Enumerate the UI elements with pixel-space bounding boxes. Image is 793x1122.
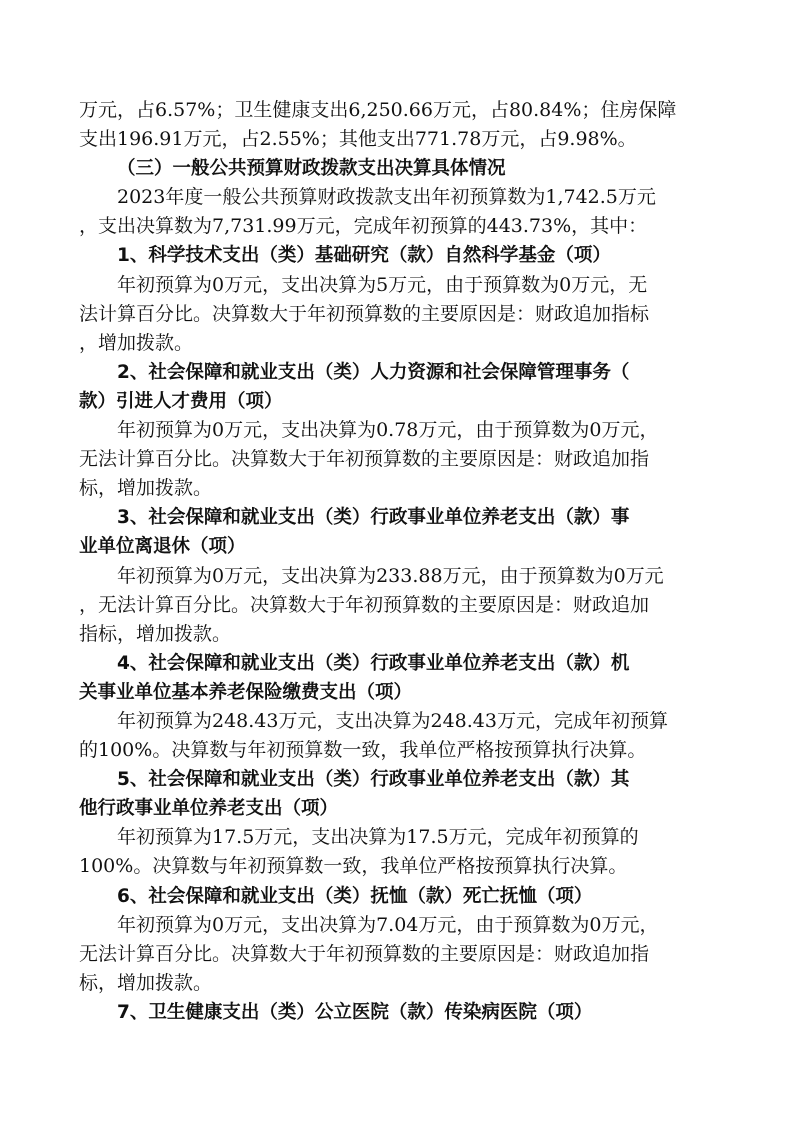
item-heading: 5、社会保障和就业支出（类）行政事业单位养老支出（款）其 [117, 769, 630, 791]
body-text-line: 年初预算为0万元，支出决算为233.88万元，由于预算数为0万元 [117, 564, 664, 587]
body-text-line: 年初预算为0万元，支出决算为0.78万元，由于预算数为0万元， [117, 419, 659, 442]
item-heading: 3、社会保障和就业支出（类）行政事业单位养老支出（款）事 [117, 507, 630, 529]
body-text-line: 指标，增加拨款。 [79, 622, 232, 645]
body-text-line: 2023年度一般公共预算财政拨款支出年初预算数为1,742.5万元 [117, 186, 656, 209]
item-heading: 他行政事业单位养老支出（项） [79, 798, 339, 820]
body-text-line: ，增加拨款。 [79, 331, 194, 354]
body-text-line: 支出196.91万元，占2.55%；其他支出771.78万元，占9.98%。 [79, 128, 637, 151]
item-heading: 4、社会保障和就业支出（类）行政事业单位养老支出（款）机 [117, 652, 630, 674]
body-text-line: 年初预算为17.5万元，支出决算为17.5万元，完成年初预算的 [117, 826, 639, 849]
body-text-line: 无法计算百分比。决算数大于年初预算数的主要原因是：财政追加指 [79, 448, 650, 471]
body-text-line: 的100%。决算数与年初预算数一致，我单位严格按预算执行决算。 [79, 739, 647, 762]
item-heading: 7、卫生健康支出（类）公立医院（款）传染病医院（项） [117, 1001, 593, 1023]
body-text-line: 标，增加拨款。 [79, 477, 213, 500]
item-heading: 款）引进人才费用（项） [79, 390, 283, 412]
section-heading: （三）一般公共预算财政拨款支出决算具体情况 [117, 158, 506, 180]
body-text-line: 年初预算为0万元，支出决算为7.04万元，由于预算数为0万元， [117, 913, 659, 936]
item-heading: 业单位离退休（项） [79, 536, 246, 558]
body-text-line: ，无法计算百分比。决算数大于年初预算数的主要原因是：财政追加 [79, 593, 650, 616]
body-text-line: 年初预算为248.43万元，支出决算为248.43万元，完成年初预算 [117, 709, 668, 732]
item-heading: 关事业单位基本养老保险缴费支出（项） [79, 681, 413, 703]
body-text-line: 万元，占6.57%；卫生健康支出6,250.66万元，占80.84%；住房保障 [79, 99, 677, 121]
body-text-line: 标，增加拨款。 [79, 971, 213, 994]
item-heading: 6、社会保障和就业支出（类）抚恤（款）死亡抚恤（项） [117, 885, 593, 907]
body-text-line: 无法计算百分比。决算数大于年初预算数的主要原因是：财政追加指 [79, 942, 650, 965]
body-text-line: 年初预算为0万元，支出决算为5万元，由于预算数为0万元，无 [117, 273, 648, 296]
item-heading: 1、科学技术支出（类）基础研究（款）自然科学基金（项） [117, 245, 611, 267]
item-heading: 2、社会保障和就业支出（类）人力资源和社会保障管理事务（ [117, 361, 630, 383]
document-body [79, 96, 719, 1027]
body-text-line: 100%。决算数与年初预算数一致，我单位严格按预算执行决算。 [79, 855, 628, 878]
body-text-line: ，支出决算数为7,731.99万元，完成年初预算的443.73%，其中： [79, 215, 648, 238]
body-text-line: 法计算百分比。决算数大于年初预算数的主要原因是：财政追加指标 [79, 302, 650, 325]
